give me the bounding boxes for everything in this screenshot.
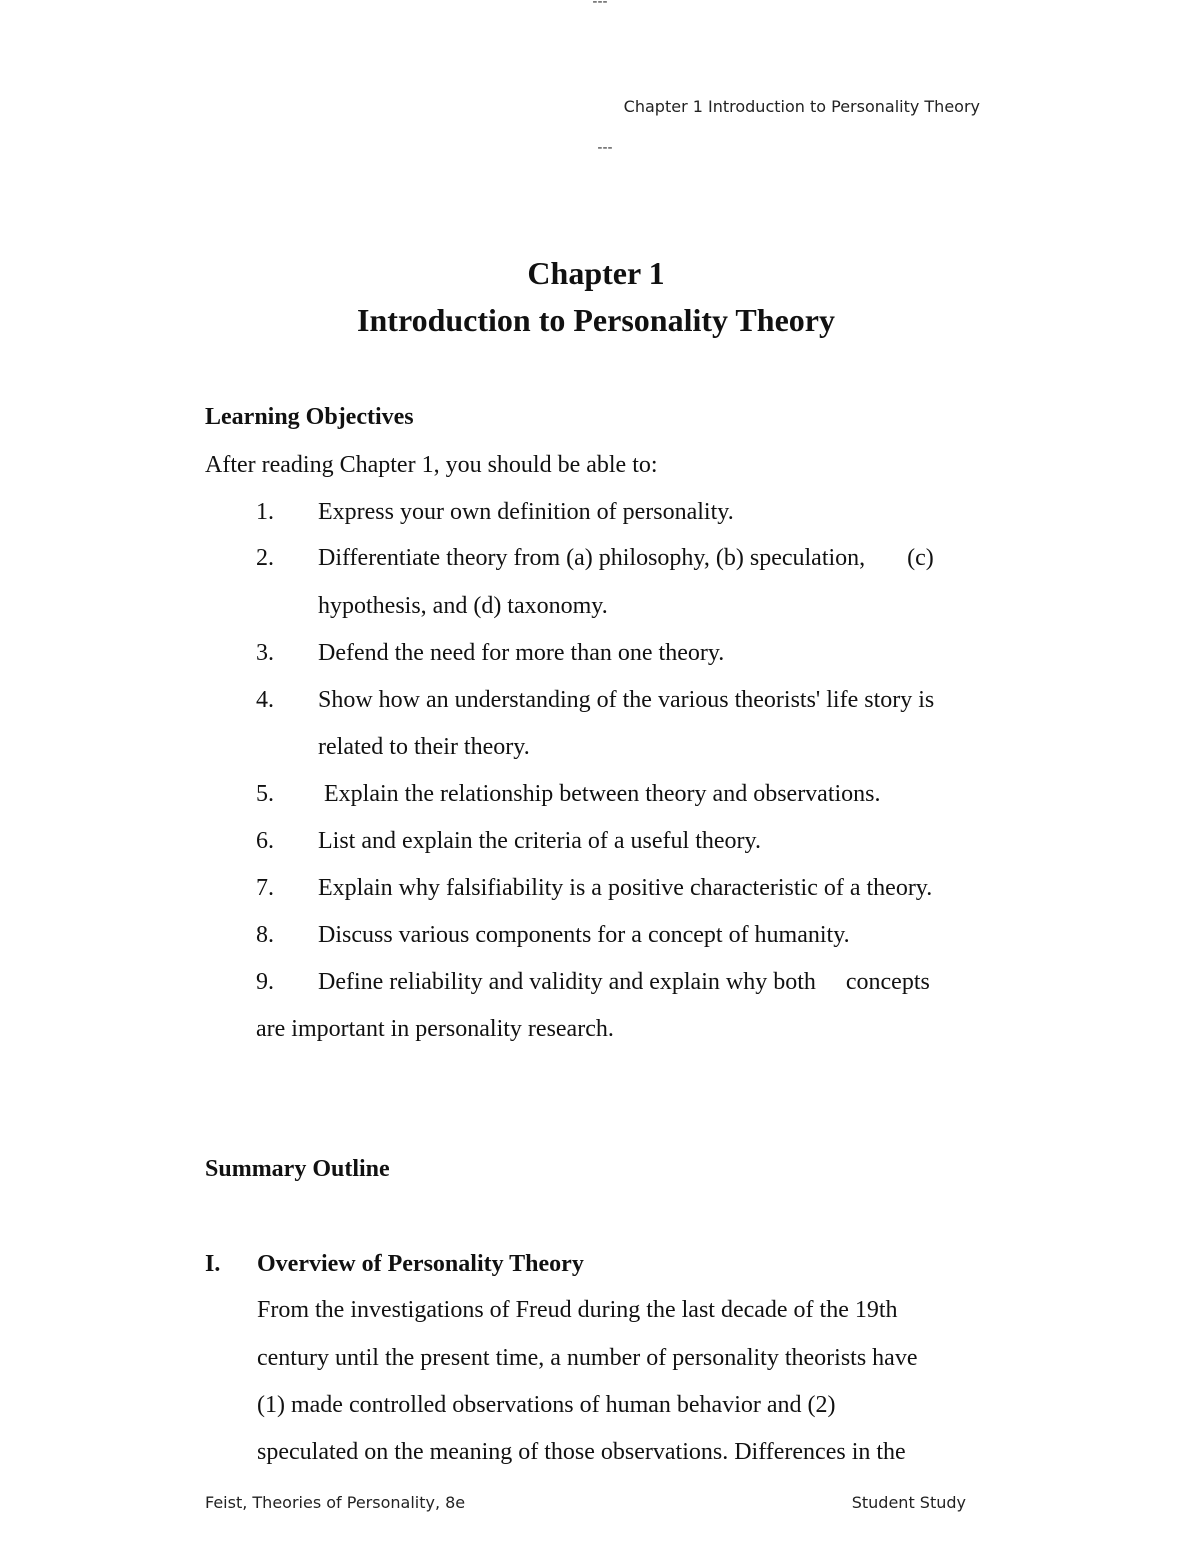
section-numeral: I. [205,1251,221,1277]
objective-number: 7. [256,875,274,901]
objective-number: 6. [256,828,274,854]
objective-text: Express your own definition of personality. [318,499,734,525]
summary-outline-heading: Summary Outline [205,1156,390,1182]
objective-text-continued: are important in personality research. [256,1016,614,1042]
objective-text: List and explain the criteria of a useful theory. [318,828,761,854]
objectives-intro: After reading Chapter 1, you should be able to: [205,452,658,478]
objective-text: Explain why falsifiability is a positive characteristic of a theory. [318,875,933,901]
paragraph-line: (1) made controlled observations of human behavior and (2) [257,1392,836,1418]
section-title: Overview of Personality Theory [257,1251,584,1277]
footer-left: Feist, Theories of Personality, 8e [205,1493,466,1512]
objective-text-continued: hypothesis, and (d) taxonomy. [318,593,608,619]
chapter-subtitle: Introduction to Personality Theory [357,302,835,338]
objective-number: 4. [256,687,274,713]
objective-text-continued: related to their theory. [318,734,530,760]
paragraph-line: speculated on the meaning of those observations. Differences in the [257,1439,906,1465]
top-mark: --- [592,0,608,10]
objective-number: 1. [256,499,274,525]
objective-text: Explain the relationship between theory and observations. [318,781,881,807]
objective-text: Differentiate theory from (a) philosophy, (b) speculation, (c) [318,545,934,571]
objective-text: Defend the need for more than one theory. [318,640,725,666]
paragraph-line: century until the present time, a number of personality theorists have [257,1345,918,1371]
objective-number: 9. [256,969,274,995]
objective-number: 5. [256,781,274,807]
objective-number: 8. [256,922,274,948]
objective-text: Discuss various components for a concept of humanity. [318,922,850,948]
objective-number: 2. [256,545,274,571]
learning-objectives-heading: Learning Objectives [205,404,414,430]
paragraph-line: From the investigations of Freud during the last decade of the 19th [257,1297,898,1323]
chapter-title: Chapter 1 [527,255,665,291]
objective-text: Define reliability and validity and explain why both concepts [318,969,930,995]
header-separator: --- [597,140,613,156]
footer-right: Student Study [851,1493,966,1512]
objective-number: 3. [256,640,274,666]
running-head: Chapter 1 Introduction to Personality Theory [623,97,980,116]
objective-text: Show how an understanding of the various theorists' life story is [318,687,935,713]
